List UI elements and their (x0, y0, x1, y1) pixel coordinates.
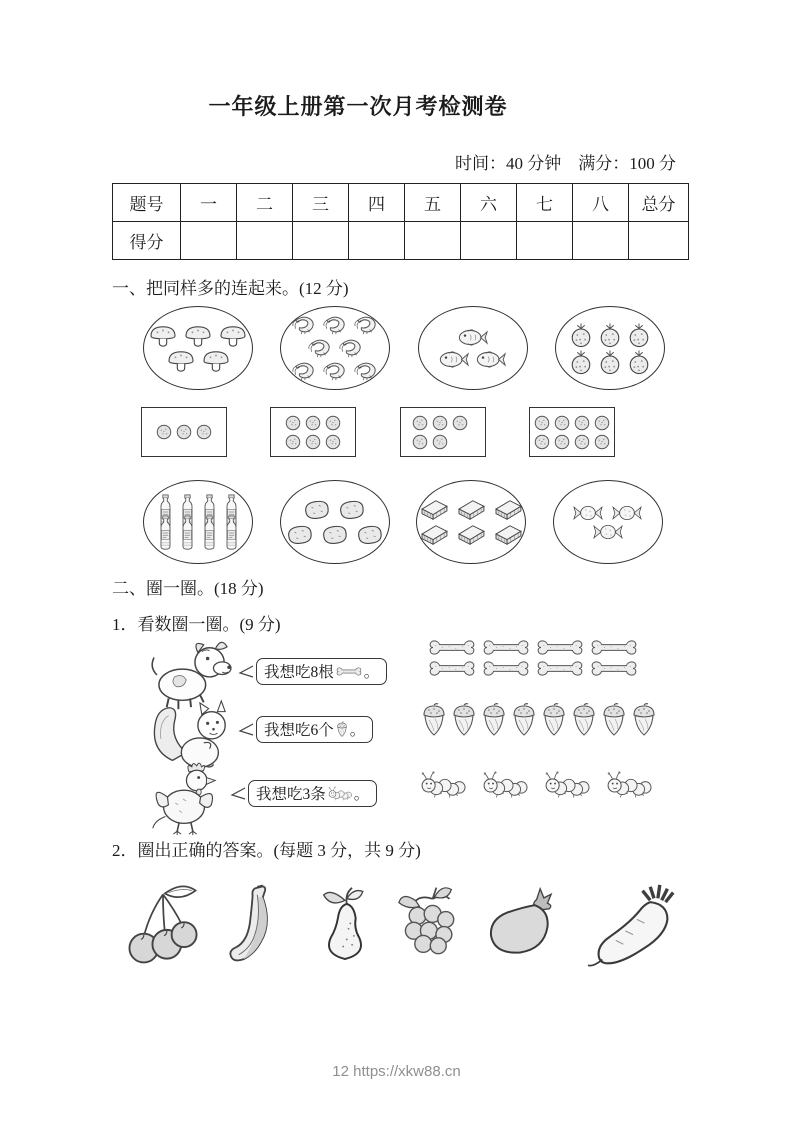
question-2-heading: 二、圈一圈。(18 分) (112, 579, 264, 598)
shrimp-icon (338, 337, 364, 359)
shrimp-icon (291, 360, 317, 382)
score-blank-cell (181, 222, 237, 260)
fish-row (457, 327, 489, 348)
bone-row (428, 659, 638, 678)
question-1-heading: 一、把同样多的连起来。(12 分) (112, 279, 349, 298)
mushroom-row (148, 324, 248, 348)
matching-row3 (143, 480, 663, 564)
score-table-score-row (113, 222, 689, 260)
eggplant-icon (478, 887, 566, 967)
banana-icon (224, 882, 296, 972)
bottle-icon (223, 515, 240, 551)
cherries-icon (118, 881, 208, 973)
bone-icon (536, 638, 584, 657)
dot-icon (534, 434, 550, 450)
bubble-text: 我想吃6个 (264, 722, 334, 739)
caterpillar-icon (606, 770, 652, 799)
caterpillar-icon (544, 770, 590, 799)
strawberry-icon (627, 349, 651, 375)
cake-icon (418, 523, 450, 547)
cake-icon (455, 523, 487, 547)
dot-icon (412, 434, 428, 450)
shrimp-icon (322, 360, 348, 382)
mushroom-icon (183, 324, 213, 348)
answer-options-row (118, 870, 684, 984)
acorn-icon (631, 702, 657, 738)
bone-icon (482, 659, 530, 678)
dot-icon (305, 434, 321, 450)
bone-icon (590, 659, 638, 678)
fish-icon (438, 349, 470, 370)
bone-icon (536, 659, 584, 678)
fish-icon (475, 349, 507, 370)
acorn-icon (541, 702, 567, 738)
bubble-text-end: 。 (363, 664, 380, 681)
caterpillar-icon (482, 770, 528, 799)
strawberry-icon (598, 349, 622, 375)
acorn-icon (601, 702, 627, 738)
acorn-icon (511, 702, 537, 738)
strawberry-icon (569, 322, 593, 348)
acorn-icon (336, 721, 348, 738)
score-table-cell: 总分 (629, 184, 689, 222)
bottle-icon (179, 515, 196, 551)
matching-row2 (141, 407, 615, 457)
fish-icon (457, 327, 489, 348)
rooster-speech-bubble (248, 780, 377, 807)
dog-bubble-wrap (238, 658, 387, 685)
score-table-cell: 五 (405, 184, 461, 222)
squirrel-speech-bubble (256, 716, 373, 743)
score-blank-cell (293, 222, 349, 260)
score-table-cell: 七 (517, 184, 573, 222)
bun-icon (285, 523, 315, 547)
bottle-row (157, 515, 240, 551)
dot-icon (452, 415, 468, 431)
page-title: 一年级上册第一次月考检测卷 (208, 94, 508, 119)
candy-icon (571, 504, 605, 522)
dot-icon (325, 434, 341, 450)
question-2-1-heading: 1．看数圈一圈。(9 分) (112, 615, 281, 634)
dot-row (285, 415, 341, 431)
acorn-icon (571, 702, 597, 738)
cakes-plate (416, 480, 526, 564)
pear-icon (313, 882, 377, 972)
score-table-cell: 一 (181, 184, 237, 222)
cake-icon (418, 498, 450, 522)
dot-row (534, 415, 610, 431)
shrimp-icon (307, 337, 333, 359)
bun-row (302, 498, 367, 522)
score-blank-cell (349, 222, 405, 260)
strawberries-plate (555, 306, 665, 390)
bottle-icon (201, 515, 218, 551)
bubble-text: 我想吃3条 (256, 786, 326, 803)
cake-row (418, 523, 524, 547)
acorn-row (421, 702, 657, 738)
bubble-tail (230, 785, 246, 803)
dot-row (412, 434, 448, 450)
caterpillar-icon (328, 786, 352, 801)
score-table-cell: 八 (573, 184, 629, 222)
candy-row (591, 523, 625, 541)
bubble-text-end: 。 (349, 722, 366, 739)
page-footer: 12 https://xkw88.cn (332, 1063, 461, 1080)
dot-icon (574, 415, 590, 431)
rooster-bubble-wrap (230, 780, 377, 807)
score-table-cell: 六 (461, 184, 517, 222)
score-table (112, 183, 689, 260)
dot-icon (285, 434, 301, 450)
bone-icon (428, 638, 476, 657)
bun-icon (302, 498, 332, 522)
caterpillars-group (420, 770, 652, 799)
strawberry-icon (598, 322, 622, 348)
shrimp-row (307, 337, 364, 359)
buns-plate (280, 480, 390, 564)
caterpillar-icon (420, 770, 466, 799)
shrimps-plate (280, 306, 390, 390)
dot-icon (574, 434, 590, 450)
bubble-tail (238, 663, 254, 681)
bone-icon (482, 638, 530, 657)
candy-icon (610, 504, 644, 522)
mushroom-icon (148, 324, 178, 348)
bones-group (428, 638, 638, 678)
dot-icon (285, 415, 301, 431)
time-score-info: 时间：40 分钟 满分：100 分 (455, 154, 676, 173)
bubble-tail (238, 721, 254, 739)
acorns-group (421, 702, 657, 738)
cake-icon (455, 498, 487, 522)
fish-plate (418, 306, 528, 390)
dot-icon (432, 434, 448, 450)
mushroom-icon (201, 349, 231, 373)
mushroom-icon (166, 349, 196, 373)
bone-icon (336, 666, 362, 677)
dot-row (285, 434, 341, 450)
shrimp-icon (322, 314, 348, 336)
dots-card-8 (529, 407, 615, 457)
dot-icon (534, 415, 550, 431)
cake-icon (492, 498, 524, 522)
bubble-text-end: 。 (353, 786, 370, 803)
shrimp-row (291, 360, 379, 382)
bone-icon (428, 659, 476, 678)
radish-icon (582, 883, 684, 971)
strawberry-row (569, 349, 651, 375)
score-blank-cell (629, 222, 689, 260)
shrimp-row (291, 314, 379, 336)
mushroom-row (166, 349, 231, 373)
dot-icon (554, 415, 570, 431)
rooster-icon (140, 760, 230, 838)
dot-row (412, 415, 468, 431)
dot-icon (325, 415, 341, 431)
squirrel-bubble-wrap (238, 716, 373, 743)
dot-icon (196, 424, 212, 440)
dot-icon (305, 415, 321, 431)
dot-icon (432, 415, 448, 431)
grapes-icon (393, 882, 461, 972)
dot-icon (412, 415, 428, 431)
dots-card-6 (270, 407, 356, 457)
score-blank-cell (237, 222, 293, 260)
strawberry-icon (627, 322, 651, 348)
score-blank-cell (573, 222, 629, 260)
score-blank-cell (461, 222, 517, 260)
score-row-label: 得分 (113, 222, 181, 260)
bone-icon (590, 638, 638, 657)
dot-icon (594, 434, 610, 450)
dot-row (156, 424, 212, 440)
score-table-cell: 题号 (113, 184, 181, 222)
candy-icon (591, 523, 625, 541)
rooster-illustration (140, 760, 230, 843)
score-blank-cell (405, 222, 461, 260)
acorn-icon (451, 702, 477, 738)
bun-icon (337, 498, 367, 522)
bun-icon (320, 523, 350, 547)
mushroom-icon (218, 324, 248, 348)
cake-row (418, 498, 524, 522)
strawberry-row (569, 322, 651, 348)
bottles-plate (143, 480, 253, 564)
shrimp-icon (353, 314, 379, 336)
acorn-icon (481, 702, 507, 738)
question-2-2-heading: 2．圈出正确的答案。(每题 3 分，共 9 分) (112, 841, 421, 860)
mushrooms-plate (143, 306, 253, 390)
candy-row (571, 504, 644, 522)
dot-icon (156, 424, 172, 440)
shrimp-icon (353, 360, 379, 382)
score-table-header-row (113, 184, 689, 222)
dots-card-5 (400, 407, 486, 457)
dot-icon (594, 415, 610, 431)
dots-card-3 (141, 407, 227, 457)
score-table-cell: 四 (349, 184, 405, 222)
bottle-icon (157, 515, 174, 551)
score-blank-cell (517, 222, 573, 260)
dot-icon (176, 424, 192, 440)
score-table-cell: 三 (293, 184, 349, 222)
bone-row (428, 638, 638, 657)
score-table-cell: 二 (237, 184, 293, 222)
caterpillar-row (420, 770, 652, 799)
bubble-text: 我想吃8根 (264, 664, 334, 681)
shrimp-icon (291, 314, 317, 336)
dot-row (534, 434, 610, 450)
acorn-icon (421, 702, 447, 738)
matching-row1 (143, 306, 665, 390)
dot-icon (554, 434, 570, 450)
bun-row (285, 523, 385, 547)
cake-icon (492, 523, 524, 547)
dog-speech-bubble (256, 658, 387, 685)
candies-plate (553, 480, 663, 564)
strawberry-icon (569, 349, 593, 375)
fish-row (438, 349, 507, 370)
bun-icon (355, 523, 385, 547)
